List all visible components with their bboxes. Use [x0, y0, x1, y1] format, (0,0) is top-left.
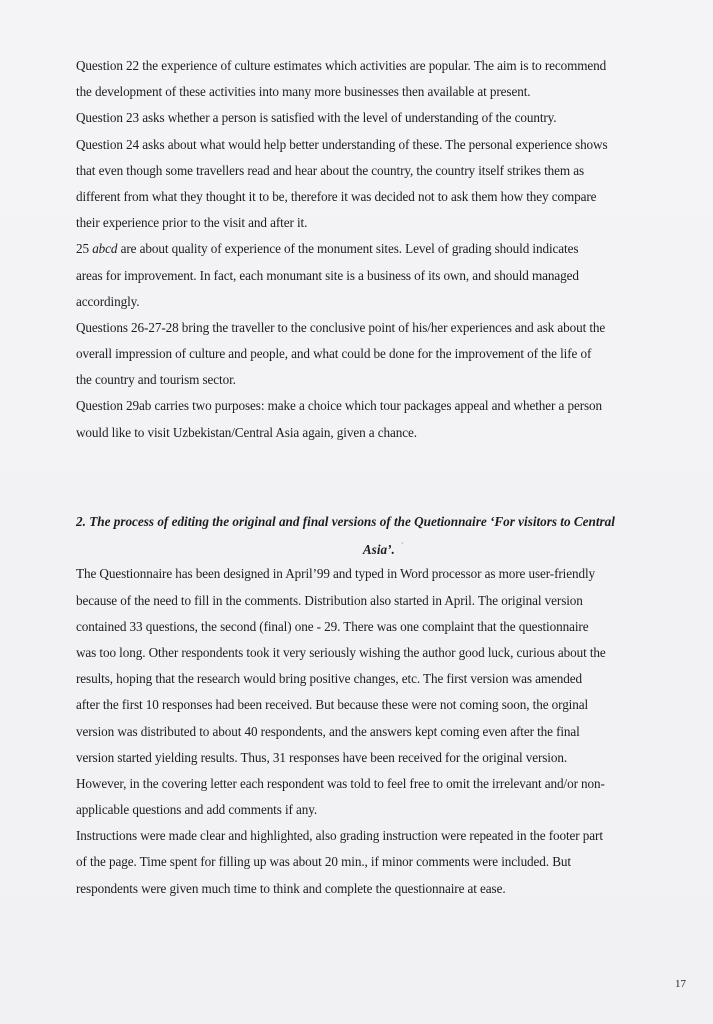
text-line: results, hoping that the research would bring positive changes, etc. The first version was amended [76, 671, 582, 687]
text-line: was too long. Other respondents took it very seriously wishing the author good luck, curious about the [76, 644, 606, 660]
text-line: that even though some travellers read and hear about the country, the country itself strikes them as [76, 162, 585, 178]
text-line: different from what they thought it to be, therefore it was decided not to ask them how they compare [76, 188, 597, 204]
text-line: their experience prior to the visit and after it. [76, 215, 308, 231]
text-line: overall impression of culture and people, and what could be done for the improvement of the life of [76, 346, 592, 362]
text-line: the country and tourism sector. [76, 372, 236, 388]
text-line: areas for improvement. In fact, each monumant site is a business of its own, and should managed [76, 267, 579, 283]
text-line: of the page. Time spent for filling up was about 20 min., if minor comments were included. But [76, 854, 571, 870]
text-line: The Questionnaire has been designed in April’99 and typed in Word processor as more user-friendly [76, 566, 596, 582]
text-line: Question 22 the experience of culture estimates which activities are popular. The aim is to recommend [76, 58, 607, 73]
page-number: 17 [675, 978, 686, 990]
text-line: version was distributed to about 40 respondents, and the answers kept coming even after the final [76, 723, 580, 739]
section-1-text [76, 53, 696, 446]
text-line: because of the need to fill in the comments. Distribution also started in April. The original version [76, 592, 583, 608]
section-heading-line2: Asia’. [362, 542, 395, 558]
text-line: However, in the covering letter each respondent was told to feel free to omit the irrelevant and/or non- [76, 775, 605, 791]
text-line: Question 23 asks whether a person is satisfied with the level of understanding of the country. [76, 110, 557, 126]
text-line: accordingly. [76, 293, 140, 309]
q25-prefix: 25 [76, 241, 93, 257]
text-line: contained 33 questions, the second (final) one - 29. There was one complaint that the questionnaire [76, 618, 589, 634]
q25-rest: are about quality of experience of the monument sites. Level of grading should indicates [117, 241, 579, 257]
text-line: Question 29ab carries two purposes: make a choice which tour packages appeal and whether a person [76, 398, 603, 414]
text-line: applicable questions and add comments if any. [76, 802, 318, 818]
text-line: version started yielding results. Thus, 31 responses have been received for the original version. [76, 749, 568, 765]
section-heading: 2. The process of editing the original and final versions of the Quetionnaire ‘For visitors to Central [76, 514, 615, 529]
text-line: Questions 26-27-28 bring the traveller to the conclusive point of his/her experiences and ask about the [76, 319, 606, 335]
pen-tick-mark: ˊ [400, 542, 405, 554]
text-line: the development of these activities into many more businesses then available at present. [76, 84, 531, 100]
q25-italic: abcd [92, 241, 118, 257]
text-line: after the first 10 responses had been received. But because these were not coming soon, the orginal [76, 697, 589, 713]
text-line-q25 [76, 236, 696, 262]
text-line: would like to visit Uzbekistan/Central Asia again, given a chance. [76, 424, 417, 440]
section-heading-continued [76, 535, 691, 561]
text-line: Question 24 asks about what would help better understanding of these. The personal experience shows [76, 136, 608, 152]
text-line: respondents were given much time to think and complete the questionnaire at ease. [76, 880, 506, 896]
section-2-text [76, 509, 696, 902]
text-line: Instructions were made clear and highlighted, also grading instruction were repeated in the footer part [76, 828, 603, 844]
